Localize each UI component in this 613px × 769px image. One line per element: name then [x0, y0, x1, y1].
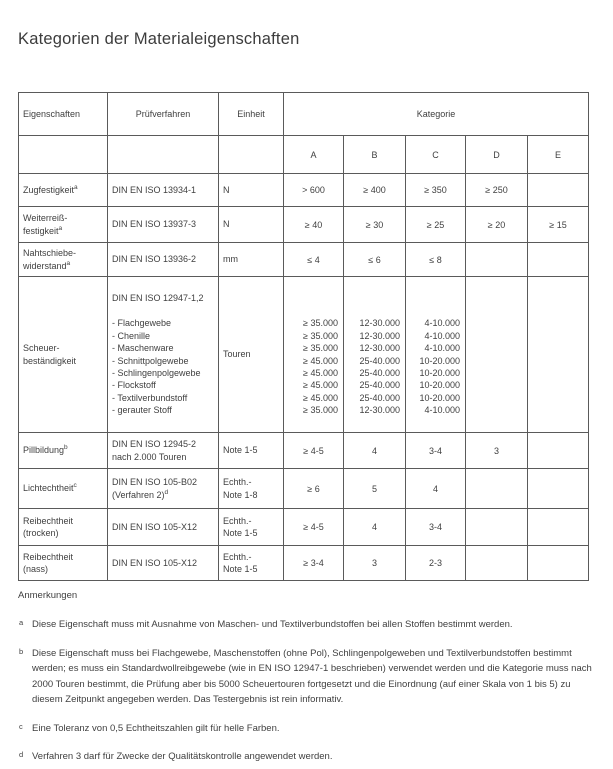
- table-row: [19, 243, 589, 277]
- cell-unit: Note 1-5: [219, 433, 284, 469]
- cell-value-e: [528, 546, 589, 581]
- footnote-text: Diese Eigenschaft muss mit Ausnahme von Maschen- und Textilverbundstoffen bei allen Stoffen bestimmt werden.: [32, 619, 513, 630]
- cell-value-c: 3-4: [406, 509, 466, 546]
- footnote-marker: b: [19, 646, 24, 656]
- cell-test-method: DIN EN ISO 13936-2: [108, 243, 219, 277]
- header-category-c: C: [406, 136, 466, 174]
- cell-value-d: ≥ 20: [466, 207, 528, 243]
- cell-value-e: [528, 433, 589, 469]
- table-header-row-2: [19, 136, 589, 174]
- cell-test-method: DIN EN ISO 12947-1,2 - Flachgewebe - Chenille - Maschenware - Schnittpolgewebe - Schlingenpolgewebe - Flockstoff - Textilverbundstoff - gerauter Stoff: [108, 277, 219, 433]
- cell-value-a: ≥ 4-5: [284, 509, 344, 546]
- cell-value-c: 4-10.000 4-10.000 4-10.000 10-20.000 10-20.000 10-20.000 10-20.000 4-10.000: [406, 277, 466, 433]
- cell-property: Pillbildung$^b$: [19, 433, 108, 469]
- footnote-reference: a: [58, 224, 63, 232]
- cell-value-b: 4: [344, 509, 406, 546]
- cell-value-a: ≥ 3-4: [284, 546, 344, 581]
- cell-unit: N: [219, 174, 284, 207]
- table-row: [19, 174, 589, 207]
- footnote-marker: d: [19, 750, 24, 759]
- cell-value-a: ≥ 40: [284, 207, 344, 243]
- cell-value-b: 4: [344, 433, 406, 469]
- cell-test-method: DIN EN ISO 13934-1: [108, 174, 219, 207]
- table-row: [19, 469, 589, 509]
- cell-property: Scheuer- beständigkeit: [19, 277, 108, 433]
- cell-value-d: [466, 546, 528, 581]
- cell-unit: N: [219, 207, 284, 243]
- cell-value-c: 3-4: [406, 433, 466, 469]
- table-row: [19, 546, 589, 581]
- cell-value-c: 4: [406, 469, 466, 509]
- cell-value-d: [466, 469, 528, 509]
- material-properties-table: [18, 92, 589, 581]
- cell-value-b: 5: [344, 469, 406, 509]
- cell-value-a: ≥ 4-5: [284, 433, 344, 469]
- footnote-marker: a: [19, 618, 24, 627]
- cell-property: Reibechtheit (trocken): [19, 509, 108, 546]
- cell-test-method: DIN EN ISO 105-B02 (Verfahren 2)$^d$: [108, 469, 219, 509]
- footnote-reference: c: [73, 482, 77, 490]
- notes-list: [18, 617, 593, 765]
- cell-value-c: 2-3: [406, 546, 466, 581]
- cell-value-a: ≥ 6: [284, 469, 344, 509]
- cell-value-d: [466, 277, 528, 433]
- cell-value-e: [528, 509, 589, 546]
- header-kategorie-group: Kategorie: [284, 93, 589, 136]
- footnote-text: Diese Eigenschaft muss bei Flachgewebe, Maschenstoffen (ohne Pol), Schlingenpolgeweben und Textilverbundstoffen bestimmt werden; es muss ein Standardwollreibgewebe (wie in EN ISO 12947-1 beschrieben) verwendet werden und die Kategorie muss nach 2000 Touren bestimmt, die Prüfung aber bis 5000 Scheuertouren fortgesetzt und die Einordnung (auf einer Skala von 1 bis 5) zu diesem Zeitpunkt angegeben werden. Das Testergebnis ist rein informativ.: [32, 647, 592, 705]
- cell-value-c: ≥ 25: [406, 207, 466, 243]
- header-category-e: E: [528, 136, 589, 174]
- cell-value-d: [466, 509, 528, 546]
- footnote-text: Verfahren 3 darf für Zwecke der Qualitätskontrolle angewendet werden.: [32, 751, 333, 762]
- footnote-text: Eine Toleranz von 0,5 Echtheitszahlen gilt für helle Farben.: [32, 722, 280, 734]
- footnote-d: [18, 749, 593, 765]
- header-pruefverfahren: Prüfverfahren: [108, 93, 219, 136]
- header-category-b: B: [344, 136, 406, 174]
- page-title: Kategorien der Materialeigenschaften: [18, 30, 300, 48]
- cell-property: Lichtechtheit$^c$: [19, 469, 108, 509]
- header-category-d: D: [466, 136, 528, 174]
- cell-property: Reibechtheit (nass): [19, 546, 108, 581]
- header-spacer-properties: [19, 136, 108, 174]
- cell-unit: Echth.- Note 1-5: [219, 509, 284, 546]
- cell-value-b: 3: [344, 546, 406, 581]
- cell-value-a: ≥ 35.000 ≥ 35.000 ≥ 35.000 ≥ 45.000 ≥ 45.000 ≥ 45.000 ≥ 45.000 ≥ 35.000: [284, 277, 344, 433]
- cell-value-c: ≤ 8: [406, 243, 466, 277]
- notes-heading: Anmerkungen: [18, 590, 78, 601]
- cell-value-b: ≥ 400: [344, 174, 406, 207]
- cell-value-e: ≥ 15: [528, 207, 589, 243]
- footnote-reference: a: [74, 183, 78, 191]
- cell-test-method: DIN EN ISO 13937-3: [108, 207, 219, 243]
- cell-value-a: ≤ 4: [284, 243, 344, 277]
- table-row: [19, 509, 589, 546]
- header-spacer-unit: [219, 136, 284, 174]
- cell-value-d: [466, 243, 528, 277]
- table-header-row-1: [19, 93, 589, 136]
- cell-property: Zugfestigkeit$^a$: [19, 174, 108, 207]
- table-row: [19, 433, 589, 469]
- footnote-marker: c: [19, 721, 23, 731]
- cell-value-d: ≥ 250: [466, 174, 528, 207]
- cell-value-a: > 600: [284, 174, 344, 207]
- footnote-reference: d: [164, 488, 169, 496]
- cell-unit: Touren: [219, 277, 284, 433]
- header-spacer-method: [108, 136, 219, 174]
- footnote-reference: b: [64, 444, 68, 452]
- table-row: [19, 207, 589, 243]
- cell-value-b: ≥ 30: [344, 207, 406, 243]
- header-category-a: A: [284, 136, 344, 174]
- cell-test-method: DIN EN ISO 105-X12: [108, 546, 219, 581]
- cell-unit: Echth.- Note 1-5: [219, 546, 284, 581]
- cell-unit: Echth.- Note 1-8: [219, 469, 284, 509]
- header-einheit: Einheit: [219, 93, 284, 136]
- cell-test-method: DIN EN ISO 105-X12: [108, 509, 219, 546]
- cell-value-d: 3: [466, 433, 528, 469]
- cell-property: Nahtschiebe- widerstand$^a$: [19, 243, 108, 277]
- cell-value-b: 12-30.000 12-30.000 12-30.000 25-40.000 25-40.000 25-40.000 25-40.000 12-30.000: [344, 277, 406, 433]
- cell-unit: mm: [219, 243, 284, 277]
- cell-value-b: ≤ 6: [344, 243, 406, 277]
- header-eigenschaften: Eigenschaften: [19, 93, 108, 136]
- footnote-b: [18, 646, 593, 708]
- cell-value-e: [528, 174, 589, 207]
- cell-value-e: [528, 277, 589, 433]
- cell-value-c: ≥ 350: [406, 174, 466, 207]
- cell-test-method: DIN EN ISO 12945-2 nach 2.000 Touren: [108, 433, 219, 469]
- notes-section: [18, 590, 593, 765]
- cell-value-e: [528, 469, 589, 509]
- footnote-c: [18, 721, 593, 737]
- table-row: [19, 277, 589, 433]
- cell-property: Weiterreiß- festigkeit$^a$: [19, 207, 108, 243]
- cell-value-e: [528, 243, 589, 277]
- footnote-a: [18, 617, 593, 633]
- footnote-reference: a: [66, 259, 71, 267]
